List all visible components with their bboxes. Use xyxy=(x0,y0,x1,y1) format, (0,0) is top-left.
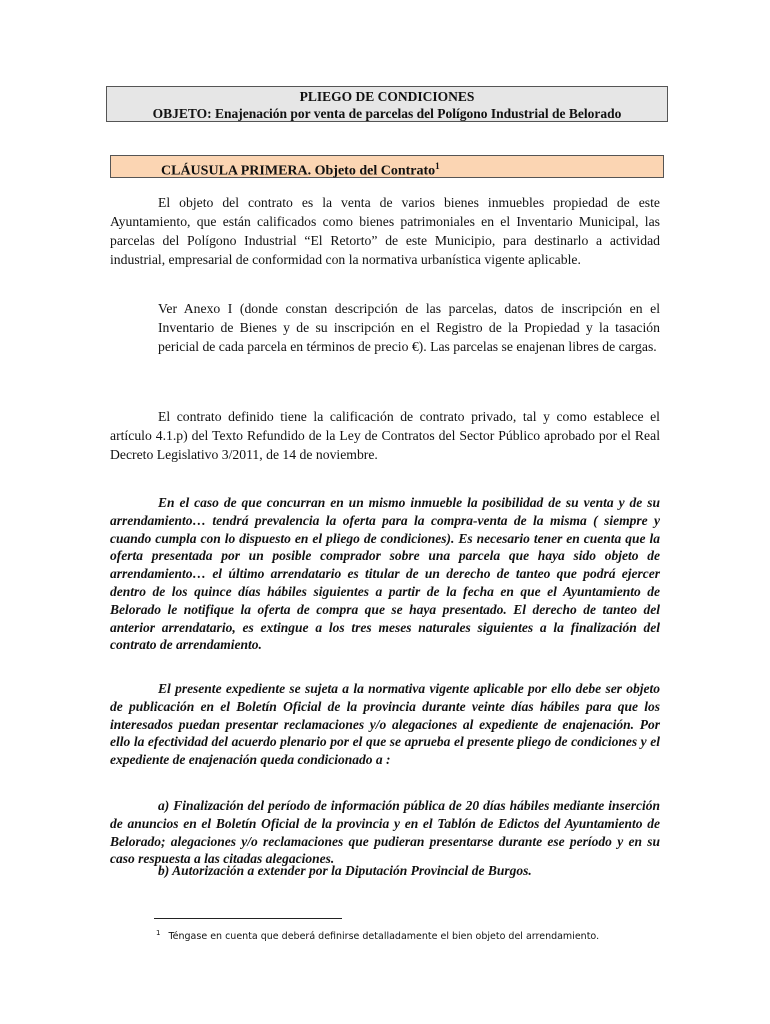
paragraph-publication-text: El presente expediente se sujeta a la normativa vigente aplicable por ello debe ser objeto de publicación en el Boletín Oficial de la provincia durante veinte días hábiles para que los interesados puedan presentar reclamaciones y/o alegaciones al expediente de enajenación. Por ello la efectividad del acuerdo plenario por el que se aprueba el presente pliego de condiciones y el expediente de enajenación queda condicionado a : xyxy=(110,681,660,768)
condition-a xyxy=(110,797,660,868)
paragraph-tanteo xyxy=(110,494,660,654)
clause-heading xyxy=(110,155,664,178)
paragraph-contract-type xyxy=(110,407,660,464)
paragraph-object xyxy=(110,193,660,269)
paragraph-publication xyxy=(110,680,660,769)
footnote-number: 1 xyxy=(156,929,161,937)
clause-title: CLÁUSULA PRIMERA. Objeto del Contrato xyxy=(161,163,436,179)
document-title-box xyxy=(106,86,668,122)
paragraph-tanteo-text: En el caso de que concurran en un mismo inmueble la posibilidad de su venta y de su arrendamiento… tendrá prevalencia la oferta para la compra-venta de la misma ( siempre y cuando cumpla con lo dispuesto en el pliego de condiciones). Es necesario tener en cuenta que la oferta presentada por un posible comprador sobre una parcela que haya sido objeto de arrendamiento… el último arrendatario es titular de un derecho de tanteo que podrá ejercer dentro de los quince días hábiles siguientes a partir de la fecha en que el Ayuntamiento de Belorado le notifique la oferta de compra que se haya presentado. El derecho de tanteo del anterior arrendatario, es extingue a los tres meses naturales siguientes a la finalización del contrato de arrendamiento. xyxy=(110,495,660,653)
footnote xyxy=(156,926,676,944)
document-subtitle: OBJETO: Enajenación por venta de parcelas del Polígono Industrial de Belorado xyxy=(152,106,622,121)
paragraph-annex xyxy=(158,299,660,356)
document-title: PLIEGO DE CONDICIONES xyxy=(299,89,475,104)
paragraph-annex-text: Ver Anexo I (donde constan descripción de las parcelas, datos de inscripción en el Inventario de Bienes y de su inscripción en el Registro de la Propiedad y la tasación pericial de cada parcela en términos de precio €). Las parcelas se enajenan libres de cargas. xyxy=(158,301,660,354)
footnote-text: Téngase en cuenta que deberá definirse detalladamente el bien objeto del arrendamiento. xyxy=(168,931,600,943)
footnote-separator xyxy=(154,918,342,919)
paragraph-object-text: El objeto del contrato es la venta de varios bienes inmuebles propiedad de este Ayuntamiento, que están calificados como bienes patrimoniales en el Inventario Municipal, las parcelas del Polígono Industrial “El Retorto” de este Municipio, para destinarlo a actividad industrial, empresarial de conformidad con la normativa urbanística vigente aplicable. xyxy=(110,195,660,267)
footnote-reference: 1 xyxy=(435,161,440,171)
condition-a-text: a) Finalización del período de información pública de 20 días hábiles mediante inserción de anuncios en el Boletín Oficial de la provincia y en el Tablón de Edictos del Ayuntamiento de Belorado; alegaciones y/o reclamaciones que pudieran presentarse durante ese período y en su caso respuesta a las citadas alegaciones. xyxy=(110,798,660,867)
condition-b xyxy=(110,862,660,880)
condition-b-text: b) Autorización a extender por la Diputación Provincial de Burgos. xyxy=(158,863,532,878)
paragraph-contract-type-text: El contrato definido tiene la calificación de contrato privado, tal y como establece el artículo 4.1.p) del Texto Refundido de la Ley de Contratos del Sector Público aprobado por el Real Decreto Legislativo 3/2011, de 14 de noviembre. xyxy=(110,409,660,462)
